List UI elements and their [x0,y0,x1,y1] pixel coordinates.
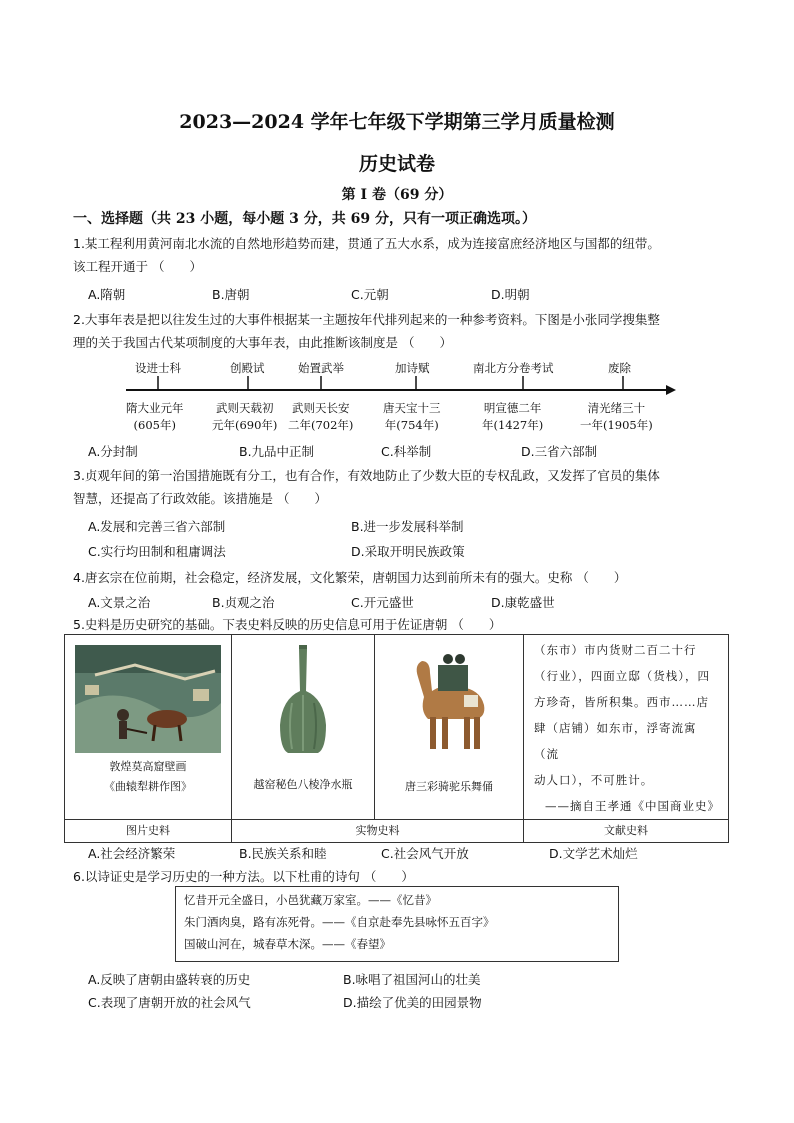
q3-option-d[interactable]: D.采取开明民族政策 [351,544,465,559]
camel-caption: 唐三彩骑驼乐舞俑 [405,780,493,793]
footer-picture-source: 图片史料 [65,820,232,843]
poem-line-3: 国破山河在，城春草木深。——《春望》 [184,937,391,951]
document-text [524,635,728,819]
document-line-3: 方珍奇，皆所积集。西市……店 [534,695,709,709]
question-3 [73,464,733,510]
document-line-2: （行业），四面立邸（货栈），四 [534,669,710,683]
footer-document-source: 文献史料 [524,820,729,843]
document-line-4: 肆（店铺）如东市，浮寄流寓（流 [534,721,697,761]
timeline-event-6: 废除 [608,361,631,375]
timeline [118,352,678,436]
camel-cell [375,635,524,820]
document-line-1: （东市）市内货财二百二十行 [534,643,697,657]
document-line-5: 动人口），不可胜计。 [534,773,654,787]
timeline-event-2: 创殿试 [230,361,265,375]
mural-cell [65,635,232,820]
poem-box [175,886,619,962]
timeline-date-1: 隋大业元年 (605年) [126,401,184,432]
timeline-date-3: 武则天长安 二年(702年) [288,401,354,432]
document-source: ——摘自王孝通《中国商业史》 [545,799,720,813]
q1-option-c[interactable]: C.元朝 [351,287,389,302]
q6-option-c[interactable]: C.表现了唐朝开放的社会风气 [88,995,251,1010]
question-1 [73,232,733,278]
source-table [64,634,729,843]
q6-option-d[interactable]: D.描绘了优美的田园景物 [343,995,482,1010]
q3-option-b[interactable]: B.进一步发展科举制 [351,519,464,534]
question-6-stem: 6.以诗证史是学习历史的一种方法。以下杜甫的诗句 （ ） [73,869,414,884]
q1-option-d[interactable]: D.明朝 [491,287,530,302]
q5-option-b[interactable]: B.民族关系和睦 [239,846,327,861]
timeline-date-4: 唐天宝十三 年(754年) [383,401,441,432]
poem-line-2: 朱门酒肉臭，路有冻死骨。——《自京赴奉先县咏怀五百字》 [184,915,495,929]
poem-line-1: 忆昔开元全盛日，小邑犹藏万家室。——《忆昔》 [184,893,437,907]
q1-option-b[interactable]: B.唐朝 [212,287,250,302]
question-5-stem: 5.史料是历史研究的基础。下表史料反映的历史信息可用于佐证唐朝 （ ） [73,617,502,632]
question-5 [73,613,733,636]
q5-option-c[interactable]: C.社会风气开放 [381,846,469,861]
mural-caption-line2: 《曲辕犁耕作图》 [104,780,192,793]
q1-option-a[interactable]: A.隋朝 [88,287,126,302]
q2-option-d[interactable]: D.三省六部制 [521,444,598,459]
q4-option-c[interactable]: C.开元盛世 [351,595,414,610]
q4-option-d[interactable]: D.康乾盛世 [491,595,555,610]
question-2 [73,308,733,354]
q6-option-a[interactable]: A.反映了唐朝由盛转衰的历史 [88,972,251,987]
question-4-stem: 4.唐玄宗在位前期，社会稳定，经济发展，文化繁荣，唐朝国力达到前所未有的强大。史称 （ ） [73,570,627,585]
timeline-date-6: 清光绪三十 一年(1905年) [580,401,653,432]
exam-subtitle: 历史试卷 [358,153,435,175]
vase-image [268,645,338,755]
timeline-date-5: 明宣德二年 年(1427年) [482,401,544,432]
question-3-stem-line2: 智慧，还提高了行政效能。该措施是 （ ） [73,491,327,506]
question-2-stem-line2: 理的关于我国古代某项制度的大事年表，由此推断该制度是 （ ） [73,335,452,350]
document-cell [524,635,729,820]
question-6 [73,865,733,888]
vase-caption: 越窑秘色八棱净水瓶 [253,778,353,791]
timeline-date-2: 武则天载初 元年(690年) [212,401,278,432]
exam-title: 2023—2024 学年七年级下学期第三学月质量检测 [179,111,615,133]
timeline-event-1: 设进士科 [135,361,181,375]
q6-option-b[interactable]: B.咏唱了祖国河山的壮美 [343,972,481,987]
q2-option-a[interactable]: A.分封制 [88,444,138,459]
question-4 [73,566,733,589]
footer-object-source: 实物史料 [232,820,524,843]
mural-image [75,645,221,753]
mural-caption-line1: 敦煌莫高窟壁画 [109,760,187,773]
question-3-stem-line1: 3.贞观年间的第一治国措施既有分工，也有合作，有效地防止了少数大臣的专权乱政，又发挥了官员的集体 [73,468,660,483]
q5-option-d[interactable]: D.文学艺术灿烂 [549,846,638,861]
q2-option-b[interactable]: B.九品中正制 [239,444,315,459]
section-heading: 一、选择题（共 23 小题，每小题 3 分，共 69 分，只有一项正确选项。） [73,211,536,227]
camel-image [404,647,494,755]
q5-option-a[interactable]: A.社会经济繁荣 [88,846,176,861]
q4-option-a[interactable]: A.文景之治 [88,595,151,610]
timeline-event-5: 南北方分卷考试 [473,361,554,375]
timeline-event-3: 始置武举 [298,361,344,375]
q3-option-c[interactable]: C.实行均田制和租庸调法 [88,544,226,559]
q3-option-a[interactable]: A.发展和完善三省六部制 [88,519,226,534]
q2-option-c[interactable]: C.科举制 [381,444,432,459]
mural-caption [65,753,231,797]
timeline-event-4: 加诗赋 [395,361,430,375]
question-1-stem-line2: 该工程开通于 （ ） [73,259,202,274]
question-2-stem-line1: 2.大事年表是把以往发生过的大事件根据某一主题按年代排列起来的一种参考资料。下图是小张同学搜集整 [73,312,660,327]
question-1-stem-line1: 1.某工程利用黄河南北水流的自然地形趋势而建，贯通了五大水系，成为连接富庶经济地区与国都的纽带。 [73,236,660,251]
vase-cell [232,635,375,820]
q4-option-b[interactable]: B.贞观之治 [212,595,275,610]
part-heading: 第 I 卷（69 分） [341,187,453,203]
